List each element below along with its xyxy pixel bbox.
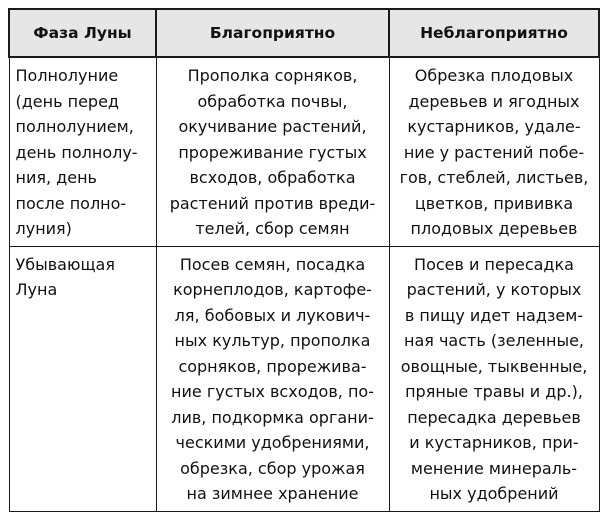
cell-moon-phase: [9, 57, 156, 246]
header-unfavorable: Неблагоприятно: [389, 9, 599, 57]
cell-favorable: [156, 246, 389, 511]
table-header: [9, 9, 599, 57]
cell-moon-phase: [9, 246, 156, 511]
table-body: [9, 57, 599, 511]
favorable-text: Посев семян, посадка корнеплодов, картофе- ля, бобовых и лукович- ных культур, прополка сорняков, прорежива- ние густых всходов, по- лив, подкормка органи- ческими удобрениями, обрезка, сбор урожая на зимнее хранение: [171, 254, 374, 503]
header-moon-phase: Фаза Луны: [9, 9, 156, 57]
cell-unfavorable: [389, 246, 599, 511]
unfavorable-text: Посев и пересадка растений, у которых в пищу идет надзем- ная часть (зеленные, овощные, тыквенные, пряные травы и др.), пересадка деревьев и кустарников, при- менение минераль- ных удобрений: [400, 254, 588, 503]
table-row: [9, 57, 599, 246]
favorable-text: Прополка сорняков, обработка почвы, окучивание растений, прореживание густых всходов, обработка растений против вреди- телей, сбор семян: [169, 66, 376, 238]
cell-unfavorable: [389, 57, 599, 246]
table-row: [9, 246, 599, 511]
header-row: [9, 9, 599, 57]
moon-phase-text: Полнолуние (день перед полнолунием, день полнолу- ния, день после полно- луния): [15, 66, 138, 238]
lunar-calendar-table: [8, 8, 600, 512]
unfavorable-text: Обрезка плодовых деревьев и ягодных кустарников, удале- ние у растений побе- гов, стеблей, листьев, цветков, прививка плодовых деревьев: [399, 66, 589, 238]
cell-favorable: [156, 57, 389, 246]
header-favorable: Благоприятно: [156, 9, 389, 57]
lunar-calendar-table-container: [8, 8, 600, 512]
moon-phase-text: Убывающая Луна: [15, 254, 115, 299]
